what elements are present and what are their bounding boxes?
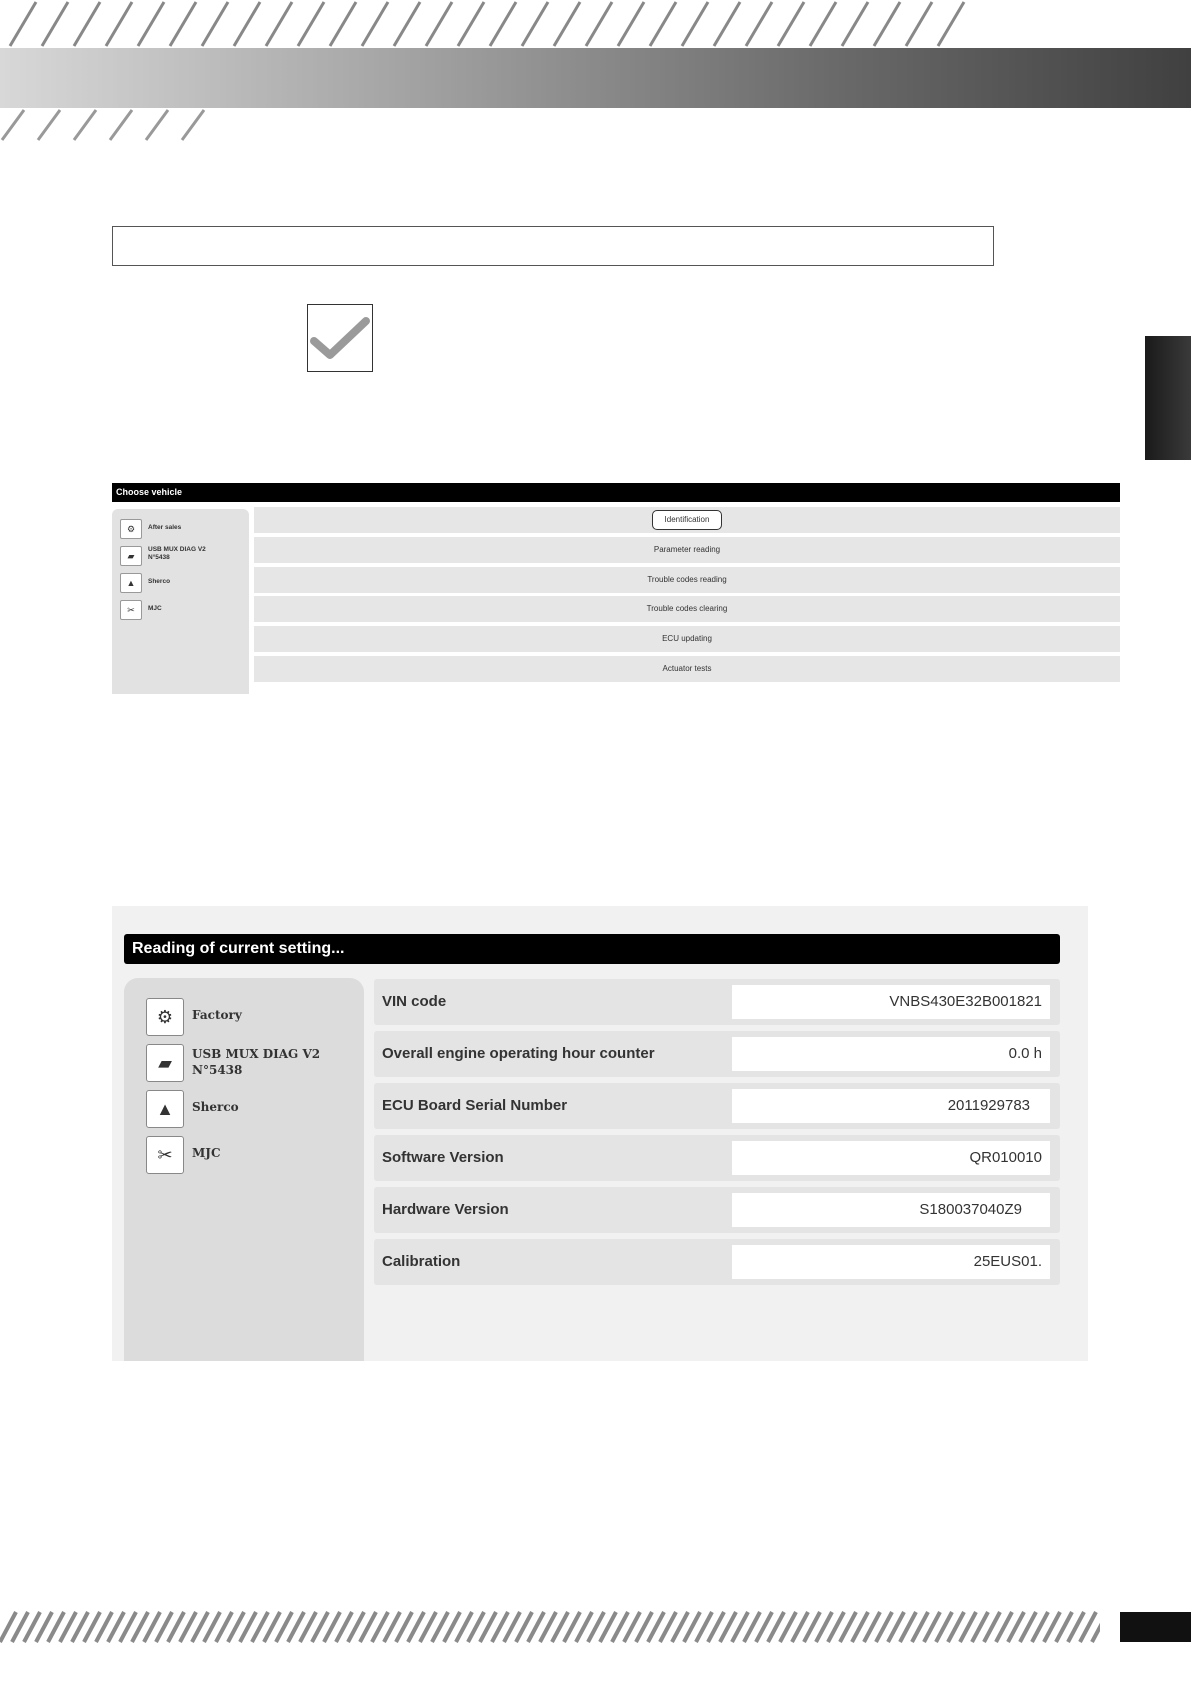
sidebar-item-label: Factory bbox=[192, 1008, 242, 1022]
chapter-tab bbox=[1145, 336, 1191, 460]
header-stripe bbox=[682, 2, 708, 46]
header-stripe bbox=[842, 2, 868, 46]
sidebar-item-mjc[interactable] bbox=[120, 600, 162, 620]
brand-logo-icon: ▲ bbox=[120, 573, 142, 593]
header-stripe bbox=[182, 110, 204, 140]
software-version-value: QR010010 bbox=[732, 1141, 1050, 1175]
header-bar bbox=[0, 48, 1191, 108]
sidebar-item-sherco[interactable] bbox=[120, 573, 170, 593]
header-stripe bbox=[74, 2, 100, 46]
header-stripe bbox=[10, 2, 36, 46]
header-stripe bbox=[650, 2, 676, 46]
sidebar-item-after-sales[interactable] bbox=[120, 519, 181, 539]
header-stripe bbox=[938, 2, 964, 46]
header-stripe bbox=[458, 2, 484, 46]
header-stripe bbox=[110, 110, 132, 140]
vin-value: VNBS430E32B001821 bbox=[732, 985, 1050, 1019]
choose-vehicle-screenshot bbox=[112, 483, 1120, 694]
header-stripe bbox=[146, 110, 168, 140]
page-number-tab bbox=[1120, 1612, 1191, 1642]
header-stripe bbox=[266, 2, 292, 46]
sidebar-item-label: After sales bbox=[148, 524, 182, 531]
table-row bbox=[374, 1031, 1060, 1077]
sidebar-item-sublabel: N°5438 bbox=[148, 554, 170, 561]
software-version-label: Software Version bbox=[382, 1149, 504, 1166]
sidebar-item-sherco[interactable] bbox=[146, 1090, 239, 1128]
parameter-reading-button[interactable]: Parameter reading bbox=[254, 537, 1120, 563]
header-stripe bbox=[42, 2, 68, 46]
sidebar-item-usb-mux[interactable] bbox=[146, 1044, 320, 1082]
motorcycle-icon: ✂ bbox=[120, 600, 142, 620]
hardware-version-label: Hardware Version bbox=[382, 1201, 509, 1218]
hour-counter-label: Overall engine operating hour counter bbox=[382, 1045, 655, 1062]
current-setting-screenshot bbox=[112, 906, 1088, 1361]
checkmark-icon bbox=[308, 305, 372, 371]
sidebar-item-label: USB MUX DIAG V2 bbox=[192, 1047, 321, 1061]
table-row bbox=[374, 979, 1060, 1025]
usb-device-icon: ▰ bbox=[120, 546, 142, 566]
sidebar-item-usb-mux[interactable] bbox=[120, 546, 206, 566]
vehicle-sidebar bbox=[124, 978, 364, 1361]
header-stripe bbox=[2, 110, 24, 140]
header-stripe bbox=[138, 2, 164, 46]
ecu-serial-label: ECU Board Serial Number bbox=[382, 1097, 568, 1114]
table-row bbox=[374, 1135, 1060, 1181]
vehicle-sidebar bbox=[112, 509, 249, 694]
hour-counter-value: 0.0 h bbox=[732, 1037, 1050, 1071]
header-stripe bbox=[394, 2, 420, 46]
gears-icon: ⚙ bbox=[120, 519, 142, 539]
calibration-label: Calibration bbox=[382, 1253, 461, 1270]
header-stripe bbox=[170, 2, 196, 46]
brand-logo-icon: ▲ bbox=[146, 1090, 184, 1128]
motorcycle-icon: ✂ bbox=[146, 1136, 184, 1174]
sidebar-item-label: Sherco bbox=[148, 578, 171, 585]
vin-label: VIN code bbox=[382, 993, 447, 1010]
sidebar-item-label: MJC bbox=[192, 1146, 221, 1160]
header-stripe bbox=[810, 2, 836, 46]
table-row bbox=[374, 1187, 1060, 1233]
sidebar-item-mjc[interactable] bbox=[146, 1136, 221, 1174]
header-stripe bbox=[490, 2, 516, 46]
header-stripe bbox=[426, 2, 452, 46]
header-stripe bbox=[330, 2, 356, 46]
header-stripe bbox=[874, 2, 900, 46]
footer-stripes bbox=[0, 1610, 1100, 1644]
header-stripe bbox=[38, 110, 60, 140]
table-row bbox=[374, 1239, 1060, 1285]
menu-row-identification bbox=[254, 507, 1120, 533]
hardware-version-value: S180037040Z9 bbox=[732, 1193, 1050, 1227]
trouble-codes-reading-button[interactable]: Trouble codes reading bbox=[254, 567, 1120, 593]
header-stripe bbox=[74, 110, 96, 140]
sidebar-item-label: Sherco bbox=[192, 1100, 239, 1114]
header-stripe bbox=[618, 2, 644, 46]
header-stripe bbox=[106, 2, 132, 46]
header-stripe bbox=[298, 2, 324, 46]
identification-button[interactable]: Identification bbox=[652, 510, 723, 530]
header-stripe bbox=[522, 2, 548, 46]
gears-icon: ⚙ bbox=[146, 998, 184, 1036]
sidebar-item-sublabel: N°5438 bbox=[192, 1063, 243, 1077]
sidebar-item-label: USB MUX DIAG V2 bbox=[148, 546, 206, 553]
ecu-updating-button[interactable]: ECU updating bbox=[254, 626, 1120, 652]
screen-title: Reading of current setting... bbox=[124, 934, 1060, 964]
trouble-codes-clearing-button[interactable]: Trouble codes clearing bbox=[254, 596, 1120, 622]
header-stripe bbox=[586, 2, 612, 46]
checkmark-box bbox=[307, 304, 373, 372]
sidebar-item-factory[interactable] bbox=[146, 998, 242, 1036]
calibration-value: 25EUS01. bbox=[732, 1245, 1050, 1279]
header-stripe bbox=[234, 2, 260, 46]
actuator-tests-button[interactable]: Actuator tests bbox=[254, 656, 1120, 682]
header-stripe bbox=[362, 2, 388, 46]
note-box bbox=[112, 226, 994, 266]
header-stripe bbox=[778, 2, 804, 46]
header-stripe bbox=[906, 2, 932, 46]
header-stripe bbox=[746, 2, 772, 46]
sidebar-item-label: MJC bbox=[148, 605, 162, 612]
ecu-serial-value: 2011929783 bbox=[732, 1089, 1050, 1123]
header-stripe bbox=[202, 2, 228, 46]
screen-title: Choose vehicle bbox=[112, 483, 1120, 502]
table-row bbox=[374, 1083, 1060, 1129]
header-stripe bbox=[714, 2, 740, 46]
usb-device-icon: ▰ bbox=[146, 1044, 184, 1082]
header-stripe bbox=[554, 2, 580, 46]
